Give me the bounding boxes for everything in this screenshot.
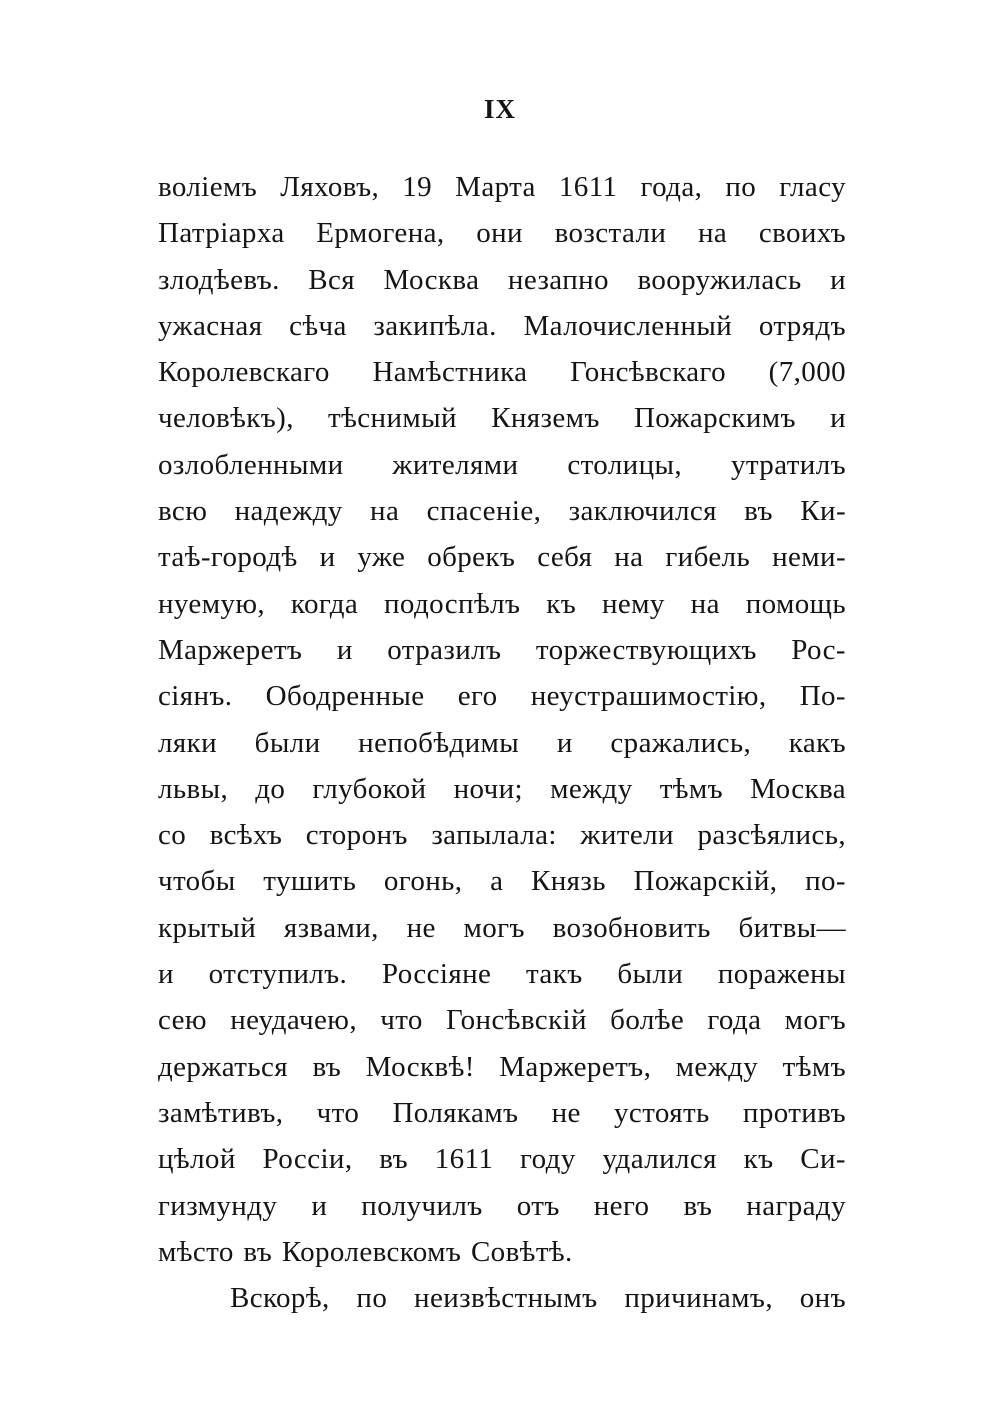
text-line: Патріарха Ермогена, они возстали на своихъ <box>158 217 846 250</box>
text-line: цѣлой Россіи, въ 1611 году удалился къ Си- <box>158 1143 846 1176</box>
text-line: воліемъ Ляховъ, 19 Марта 1611 года, по гласу <box>158 171 846 203</box>
text-line: чтобы тушить огонь, а Князь Пожарскій, по- <box>158 865 846 898</box>
text-line-paragraph-end: мѣсто въ Королевскомъ Совѣтѣ. <box>158 1235 573 1268</box>
text-line: замѣтивъ, что Полякамъ не устоять противъ <box>158 1096 846 1129</box>
text-line: всю надежду на спасеніе, заключился въ Ки- <box>158 495 846 528</box>
text-line: сею неудачею, что Гонсѣвскій болѣе года могъ <box>158 1004 846 1037</box>
text-line: злодѣевъ. Вся Москва незапно вооружилась и <box>158 263 846 296</box>
text-line-paragraph-start: Вскорѣ, по неизвѣстнымъ причинамъ, онъ <box>230 1282 846 1315</box>
text-line: сіянъ. Ободренные его неустрашимостію, По- <box>158 680 846 713</box>
text-line: львы, до глубокой ночи; между тѣмъ Москва <box>158 772 846 805</box>
text-line: крытый язвами, не могъ возобновить битвы— <box>158 911 846 944</box>
text-line: ляки были непобѣдимы и сражались, какъ <box>158 726 846 759</box>
text-line: ужасная сѣча закипѣла. Малочисленный отрядъ <box>158 309 846 342</box>
text-line: человѣкъ), тѣснимый Княземъ Пожарскимъ и <box>158 402 846 435</box>
text-line: Маржеретъ и отразилъ торжествующихъ Рос- <box>158 633 846 666</box>
text-line: и отступилъ. Россіяне такъ были поражены <box>158 958 846 991</box>
text-line: таѣ-городѣ и уже обрекъ себя на гибель неми- <box>158 541 846 574</box>
text-line: озлобленными жителями столицы, утратилъ <box>158 448 846 481</box>
body-text <box>158 164 846 1321</box>
text-line: со всѣхъ сторонъ запылала: жители разсѣялись, <box>158 819 846 852</box>
text-line: Королевскаго Намѣстника Гонсѣвскаго (7,000 <box>158 356 846 389</box>
text-line: гизмунду и получилъ отъ него въ награду <box>158 1189 846 1222</box>
text-line: держаться въ Москвѣ! Маржеретъ, между тѣмъ <box>158 1050 846 1083</box>
page-number: IX <box>483 94 516 124</box>
text-line: нуемую, когда подоспѣлъ къ нему на помощь <box>158 587 846 620</box>
